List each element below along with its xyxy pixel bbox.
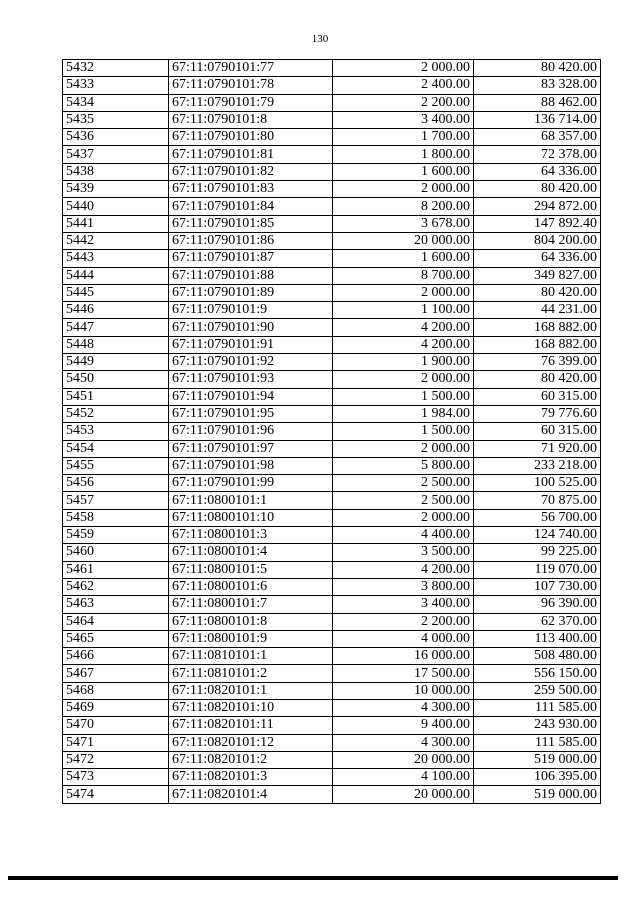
- value-cell: 80 420.00: [474, 181, 601, 198]
- table-row: [63, 734, 601, 751]
- value-cell: 168 882.00: [474, 336, 601, 353]
- table-row: [63, 475, 601, 492]
- value-cell: 80 420.00: [474, 60, 601, 77]
- area-cell: 1 984.00: [333, 405, 474, 422]
- area-cell: 2 500.00: [333, 492, 474, 509]
- area-cell: 3 500.00: [333, 544, 474, 561]
- table-row: [63, 769, 601, 786]
- area-cell: 20 000.00: [333, 232, 474, 249]
- area-cell: 9 400.00: [333, 717, 474, 734]
- cadastral-number-cell: 67:11:0790101:87: [169, 250, 333, 267]
- value-cell: 804 200.00: [474, 232, 601, 249]
- area-cell: 1 100.00: [333, 302, 474, 319]
- value-cell: 79 776.60: [474, 405, 601, 422]
- area-cell: 3 400.00: [333, 596, 474, 613]
- row-number-cell: 5435: [63, 111, 169, 128]
- row-number-cell: 5468: [63, 682, 169, 699]
- value-cell: 96 390.00: [474, 596, 601, 613]
- area-cell: 17 500.00: [333, 665, 474, 682]
- value-cell: 294 872.00: [474, 198, 601, 215]
- area-cell: 5 800.00: [333, 457, 474, 474]
- table-row: [63, 665, 601, 682]
- row-number-cell: 5474: [63, 786, 169, 803]
- table-row: [63, 60, 601, 77]
- row-number-cell: 5440: [63, 198, 169, 215]
- table-row: [63, 561, 601, 578]
- value-cell: 556 150.00: [474, 665, 601, 682]
- cadastral-number-cell: 67:11:0820101:2: [169, 751, 333, 768]
- value-cell: 113 400.00: [474, 630, 601, 647]
- value-cell: 107 730.00: [474, 578, 601, 595]
- area-cell: 1 600.00: [333, 163, 474, 180]
- cadastral-number-cell: 67:11:0800101:10: [169, 509, 333, 526]
- row-number-cell: 5436: [63, 129, 169, 146]
- cadastral-number-cell: 67:11:0790101:93: [169, 371, 333, 388]
- row-number-cell: 5434: [63, 94, 169, 111]
- row-number-cell: 5454: [63, 440, 169, 457]
- value-cell: 259 500.00: [474, 682, 601, 699]
- value-cell: 508 480.00: [474, 648, 601, 665]
- table-row: [63, 596, 601, 613]
- cadastral-number-cell: 67:11:0790101:98: [169, 457, 333, 474]
- table-row: [63, 181, 601, 198]
- value-cell: 64 336.00: [474, 163, 601, 180]
- row-number-cell: 5441: [63, 215, 169, 232]
- area-cell: 4 100.00: [333, 769, 474, 786]
- value-cell: 68 357.00: [474, 129, 601, 146]
- area-cell: 2 500.00: [333, 475, 474, 492]
- table-row: [63, 267, 601, 284]
- cadastral-number-cell: 67:11:0790101:97: [169, 440, 333, 457]
- row-number-cell: 5452: [63, 405, 169, 422]
- table-row: [63, 527, 601, 544]
- value-cell: 60 315.00: [474, 423, 601, 440]
- area-cell: 20 000.00: [333, 786, 474, 803]
- cadastral-number-cell: 67:11:0790101:99: [169, 475, 333, 492]
- row-number-cell: 5459: [63, 527, 169, 544]
- value-cell: 100 525.00: [474, 475, 601, 492]
- row-number-cell: 5467: [63, 665, 169, 682]
- table-body: [63, 60, 601, 804]
- value-cell: 70 875.00: [474, 492, 601, 509]
- row-number-cell: 5462: [63, 578, 169, 595]
- row-number-cell: 5443: [63, 250, 169, 267]
- area-cell: 1 900.00: [333, 354, 474, 371]
- row-number-cell: 5471: [63, 734, 169, 751]
- table-row: [63, 129, 601, 146]
- cadastral-number-cell: 67:11:0790101:90: [169, 319, 333, 336]
- area-cell: 4 200.00: [333, 336, 474, 353]
- row-number-cell: 5432: [63, 60, 169, 77]
- area-cell: 4 400.00: [333, 527, 474, 544]
- cadastral-number-cell: 67:11:0820101:12: [169, 734, 333, 751]
- row-number-cell: 5469: [63, 699, 169, 716]
- area-cell: 8 700.00: [333, 267, 474, 284]
- table-row: [63, 146, 601, 163]
- row-number-cell: 5448: [63, 336, 169, 353]
- row-number-cell: 5460: [63, 544, 169, 561]
- row-number-cell: 5463: [63, 596, 169, 613]
- cadastral-number-cell: 67:11:0790101:9: [169, 302, 333, 319]
- table-row: [63, 457, 601, 474]
- bottom-rule: [8, 876, 618, 880]
- area-cell: 2 000.00: [333, 181, 474, 198]
- table-row: [63, 284, 601, 301]
- row-number-cell: 5437: [63, 146, 169, 163]
- area-cell: 2 000.00: [333, 440, 474, 457]
- row-number-cell: 5472: [63, 751, 169, 768]
- table-row: [63, 198, 601, 215]
- cadastral-number-cell: 67:11:0790101:91: [169, 336, 333, 353]
- area-cell: 16 000.00: [333, 648, 474, 665]
- row-number-cell: 5449: [63, 354, 169, 371]
- cadastral-number-cell: 67:11:0790101:8: [169, 111, 333, 128]
- table-row: [63, 648, 601, 665]
- cadastral-number-cell: 67:11:0820101:11: [169, 717, 333, 734]
- cadastral-number-cell: 67:11:0800101:8: [169, 613, 333, 630]
- area-cell: 8 200.00: [333, 198, 474, 215]
- area-cell: 1 800.00: [333, 146, 474, 163]
- table-row: [63, 717, 601, 734]
- row-number-cell: 5465: [63, 630, 169, 647]
- table-row: [63, 336, 601, 353]
- row-number-cell: 5470: [63, 717, 169, 734]
- table-row: [63, 232, 601, 249]
- value-cell: 80 420.00: [474, 284, 601, 301]
- table-row: [63, 319, 601, 336]
- cadastral-number-cell: 67:11:0800101:6: [169, 578, 333, 595]
- row-number-cell: 5450: [63, 371, 169, 388]
- row-number-cell: 5439: [63, 181, 169, 198]
- row-number-cell: 5442: [63, 232, 169, 249]
- value-cell: 106 395.00: [474, 769, 601, 786]
- cadastral-number-cell: 67:11:0800101:1: [169, 492, 333, 509]
- area-cell: 4 200.00: [333, 561, 474, 578]
- table-row: [63, 578, 601, 595]
- cadastral-number-cell: 67:11:0790101:86: [169, 232, 333, 249]
- value-cell: 119 070.00: [474, 561, 601, 578]
- cadastral-number-cell: 67:11:0790101:77: [169, 60, 333, 77]
- value-cell: 168 882.00: [474, 319, 601, 336]
- value-cell: 76 399.00: [474, 354, 601, 371]
- value-cell: 62 370.00: [474, 613, 601, 630]
- value-cell: 72 378.00: [474, 146, 601, 163]
- cadastral-number-cell: 67:11:0790101:94: [169, 388, 333, 405]
- row-number-cell: 5455: [63, 457, 169, 474]
- table-row: [63, 682, 601, 699]
- cadastral-number-cell: 67:11:0810101:1: [169, 648, 333, 665]
- cadastral-number-cell: 67:11:0790101:92: [169, 354, 333, 371]
- table-row: [63, 423, 601, 440]
- area-cell: 1 600.00: [333, 250, 474, 267]
- cadastral-number-cell: 67:11:0820101:1: [169, 682, 333, 699]
- cadastral-number-cell: 67:11:0790101:88: [169, 267, 333, 284]
- value-cell: 136 714.00: [474, 111, 601, 128]
- area-cell: 20 000.00: [333, 751, 474, 768]
- table-row: [63, 111, 601, 128]
- area-cell: 1 700.00: [333, 129, 474, 146]
- cadastral-number-cell: 67:11:0790101:81: [169, 146, 333, 163]
- area-cell: 10 000.00: [333, 682, 474, 699]
- value-cell: 519 000.00: [474, 751, 601, 768]
- cadastral-number-cell: 67:11:0790101:89: [169, 284, 333, 301]
- cadastral-number-cell: 67:11:0790101:79: [169, 94, 333, 111]
- area-cell: 2 200.00: [333, 613, 474, 630]
- area-cell: 3 400.00: [333, 111, 474, 128]
- area-cell: 4 300.00: [333, 699, 474, 716]
- table-row: [63, 388, 601, 405]
- value-cell: 88 462.00: [474, 94, 601, 111]
- row-number-cell: 5451: [63, 388, 169, 405]
- area-cell: 2 400.00: [333, 77, 474, 94]
- cadastral-number-cell: 67:11:0800101:7: [169, 596, 333, 613]
- cadastral-number-cell: 67:11:0800101:4: [169, 544, 333, 561]
- value-cell: 111 585.00: [474, 734, 601, 751]
- row-number-cell: 5473: [63, 769, 169, 786]
- cadastral-number-cell: 67:11:0790101:82: [169, 163, 333, 180]
- cadastral-number-cell: 67:11:0820101:4: [169, 786, 333, 803]
- table-row: [63, 371, 601, 388]
- table-row: [63, 302, 601, 319]
- row-number-cell: 5464: [63, 613, 169, 630]
- cadastral-number-cell: 67:11:0790101:80: [169, 129, 333, 146]
- area-cell: 3 800.00: [333, 578, 474, 595]
- value-cell: 64 336.00: [474, 250, 601, 267]
- value-cell: 56 700.00: [474, 509, 601, 526]
- cadastral-number-cell: 67:11:0820101:10: [169, 699, 333, 716]
- value-cell: 83 328.00: [474, 77, 601, 94]
- table-row: [63, 492, 601, 509]
- table-row: [63, 77, 601, 94]
- cadastral-number-cell: 67:11:0790101:83: [169, 181, 333, 198]
- row-number-cell: 5433: [63, 77, 169, 94]
- row-number-cell: 5458: [63, 509, 169, 526]
- row-number-cell: 5453: [63, 423, 169, 440]
- value-cell: 80 420.00: [474, 371, 601, 388]
- cadastral-number-cell: 67:11:0790101:85: [169, 215, 333, 232]
- value-cell: 111 585.00: [474, 699, 601, 716]
- table-row: [63, 630, 601, 647]
- value-cell: 44 231.00: [474, 302, 601, 319]
- table-row: [63, 613, 601, 630]
- row-number-cell: 5445: [63, 284, 169, 301]
- value-cell: 124 740.00: [474, 527, 601, 544]
- area-cell: 2 000.00: [333, 60, 474, 77]
- row-number-cell: 5446: [63, 302, 169, 319]
- table-row: [63, 215, 601, 232]
- value-cell: 349 827.00: [474, 267, 601, 284]
- table-row: [63, 751, 601, 768]
- cadastral-number-cell: 67:11:0790101:84: [169, 198, 333, 215]
- cadastral-number-cell: 67:11:0800101:3: [169, 527, 333, 544]
- table-row: [63, 440, 601, 457]
- value-cell: 243 930.00: [474, 717, 601, 734]
- land-plot-table: [62, 59, 601, 804]
- area-cell: 2 200.00: [333, 94, 474, 111]
- row-number-cell: 5447: [63, 319, 169, 336]
- page-number: 130: [311, 33, 329, 45]
- cadastral-number-cell: 67:11:0790101:96: [169, 423, 333, 440]
- table-row: [63, 94, 601, 111]
- table-row: [63, 405, 601, 422]
- value-cell: 519 000.00: [474, 786, 601, 803]
- table-row: [63, 544, 601, 561]
- area-cell: 2 000.00: [333, 284, 474, 301]
- cadastral-number-cell: 67:11:0800101:9: [169, 630, 333, 647]
- row-number-cell: 5444: [63, 267, 169, 284]
- cadastral-number-cell: 67:11:0820101:3: [169, 769, 333, 786]
- table-row: [63, 699, 601, 716]
- area-cell: 2 000.00: [333, 371, 474, 388]
- table-row: [63, 354, 601, 371]
- cadastral-number-cell: 67:11:0810101:2: [169, 665, 333, 682]
- cadastral-number-cell: 67:11:0800101:5: [169, 561, 333, 578]
- area-cell: 2 000.00: [333, 509, 474, 526]
- row-number-cell: 5461: [63, 561, 169, 578]
- value-cell: 71 920.00: [474, 440, 601, 457]
- area-cell: 4 300.00: [333, 734, 474, 751]
- row-number-cell: 5457: [63, 492, 169, 509]
- value-cell: 60 315.00: [474, 388, 601, 405]
- area-cell: 4 200.00: [333, 319, 474, 336]
- area-cell: 1 500.00: [333, 388, 474, 405]
- row-number-cell: 5438: [63, 163, 169, 180]
- table-row: [63, 509, 601, 526]
- row-number-cell: 5456: [63, 475, 169, 492]
- value-cell: 147 892.40: [474, 215, 601, 232]
- row-number-cell: 5466: [63, 648, 169, 665]
- table-row: [63, 163, 601, 180]
- area-cell: 4 000.00: [333, 630, 474, 647]
- area-cell: 1 500.00: [333, 423, 474, 440]
- value-cell: 99 225.00: [474, 544, 601, 561]
- table-row: [63, 250, 601, 267]
- cadastral-number-cell: 67:11:0790101:95: [169, 405, 333, 422]
- cadastral-number-cell: 67:11:0790101:78: [169, 77, 333, 94]
- value-cell: 233 218.00: [474, 457, 601, 474]
- area-cell: 3 678.00: [333, 215, 474, 232]
- table-row: [63, 786, 601, 803]
